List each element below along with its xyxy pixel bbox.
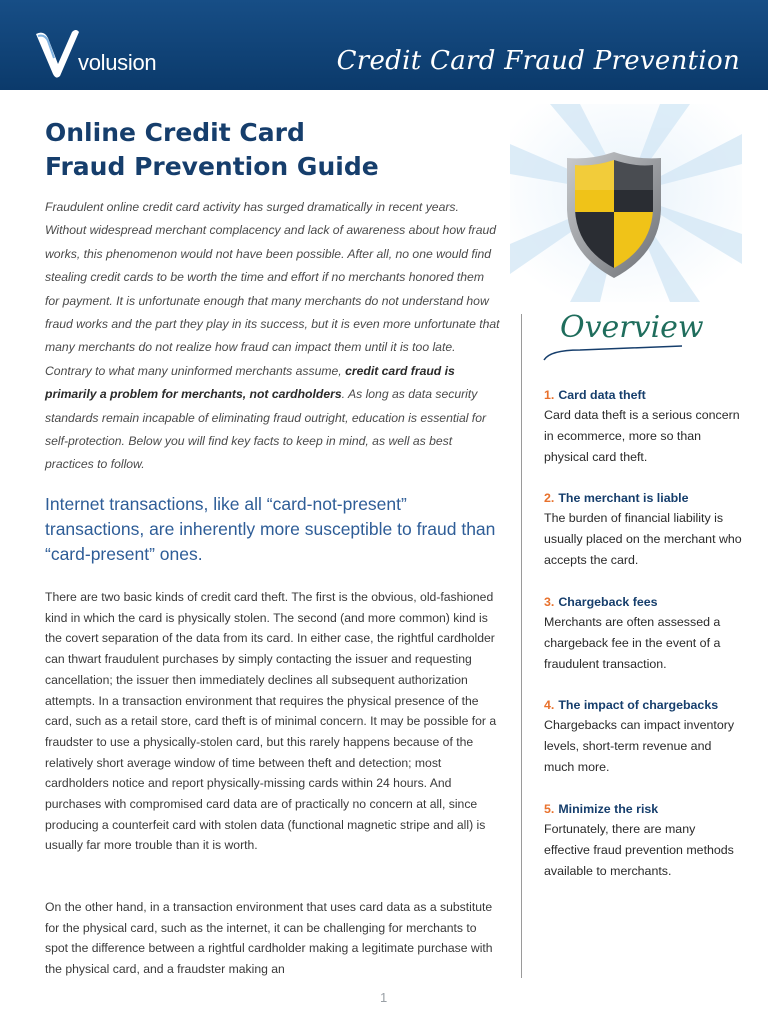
overview-item-text: Fortunately, there are many effective fraud prevention methods available to merchants. xyxy=(544,822,734,878)
item-number: 3. xyxy=(544,595,555,609)
volusion-v-logo-icon xyxy=(34,28,80,78)
item-number: 4. xyxy=(544,698,555,712)
overview-item-title xyxy=(544,488,744,508)
item-title-text: Minimize the risk xyxy=(558,802,659,816)
overview-item-text: Merchants are often assessed a chargeback fee in the event of a fraudulent transaction. xyxy=(544,615,721,671)
sidebar-divider xyxy=(521,314,522,978)
intro-bold-text: credit card fraud is primarily a problem for merchants, not cardholders xyxy=(45,363,455,402)
brand-name: volusion xyxy=(78,50,157,75)
intro-text: Fraudulent online credit card activity has surged dramatically in recent years. Without widespread merchant complacency and lack of awareness about how fraud works, this phenomenon would not have been possible. After all, no one would find stealing credit cards to be worth the time and effort if no merchants honored them for payment. It is unfortunate enough that many merchants do not understand how fraud works and the part they play in its success, but it is even more unfortunate that many merchants do not realize how fraud can impact them until it is too late. Contrary to what many uninformed merchants assume, xyxy=(45,200,500,378)
header-title: Credit Card Fraud Prevention xyxy=(336,46,740,76)
title-line-2: Fraud Prevention Guide xyxy=(45,152,379,181)
intro-paragraph xyxy=(45,196,500,477)
overview-item-3 xyxy=(544,592,744,674)
overview-item-title xyxy=(544,592,744,612)
item-title-text: The impact of chargebacks xyxy=(558,698,719,712)
item-title-text: Card data theft xyxy=(558,388,646,402)
overview-item-4 xyxy=(544,695,744,777)
title-line-1: Online Credit Card xyxy=(45,118,305,147)
volusion-logo xyxy=(34,28,174,80)
item-title-text: Chargeback fees xyxy=(558,595,658,609)
overview-item-title xyxy=(544,695,744,715)
page-number: 1 xyxy=(380,990,388,1005)
page-header xyxy=(0,0,768,90)
item-number: 1. xyxy=(544,388,555,402)
overview-item-text: Chargebacks can impact inventory levels, short-term revenue and much more. xyxy=(544,718,735,774)
intro-text-end: . As long as data security standards remain incapable of eliminating fraud outright, education is essential for self-protection. Below you will find key facts to keep in mind, as well as best practices to follow. xyxy=(45,387,487,472)
document-title xyxy=(45,116,505,184)
overview-item-5 xyxy=(544,799,744,881)
overview-item-text: The burden of financial liability is usually placed on the merchant who accepts the card. xyxy=(544,511,742,567)
overview-item-title xyxy=(544,385,744,405)
overview-item-2 xyxy=(544,488,744,570)
body-paragraph-1: There are two basic kinds of credit card theft. The first is the obvious, old-fashioned kind in which the card is physically stolen. The second (and more common) kind is the covert separation of the data from its card. In either case, the rightful cardholder can thwart fraudulent purchases by simply contacting the issuer and requesting cancellation; the issuer then immediately declines all subsequent authorization attempts. In a transaction environment that requires the physical presence of the card, such as a retail store, card theft is of minimal concern. It may be possible for a fraudster to use a physically-stolen card, but this rarely happens because of the relatively short average window of time between theft and detection; most cardholders notice and report physically-missing cards within 24 hours. And purchases with compromised card data are of practically no concern at all, since producing a counterfeit card with stolen data (functional magnetic stripe and all) is usually far more trouble than it is worth. xyxy=(45,590,497,853)
overview-item-1 xyxy=(544,385,744,467)
overview-heading: Overview xyxy=(560,310,704,345)
pull-quote: Internet transactions, like all “card-not-present” transactions, are inherently more susceptible to fraud than “card-present” ones. xyxy=(45,494,496,564)
overview-item-text: Card data theft is a serious concern in ecommerce, more so than physical card theft. xyxy=(544,408,740,464)
item-number: 2. xyxy=(544,491,555,505)
overview-item-title xyxy=(544,799,744,819)
overview-underline xyxy=(540,340,690,364)
item-number: 5. xyxy=(544,802,555,816)
body-paragraph-2: On the other hand, in a transaction environment that uses card data as a substitute for the physical card, such as the internet, it can be challenging for merchants to spot the difference between a rightful cardholder making a legitimate purchase with the physical card, and a fraudster making an xyxy=(45,900,493,977)
item-title-text: The merchant is liable xyxy=(558,491,689,505)
security-shield-icon xyxy=(565,150,663,280)
